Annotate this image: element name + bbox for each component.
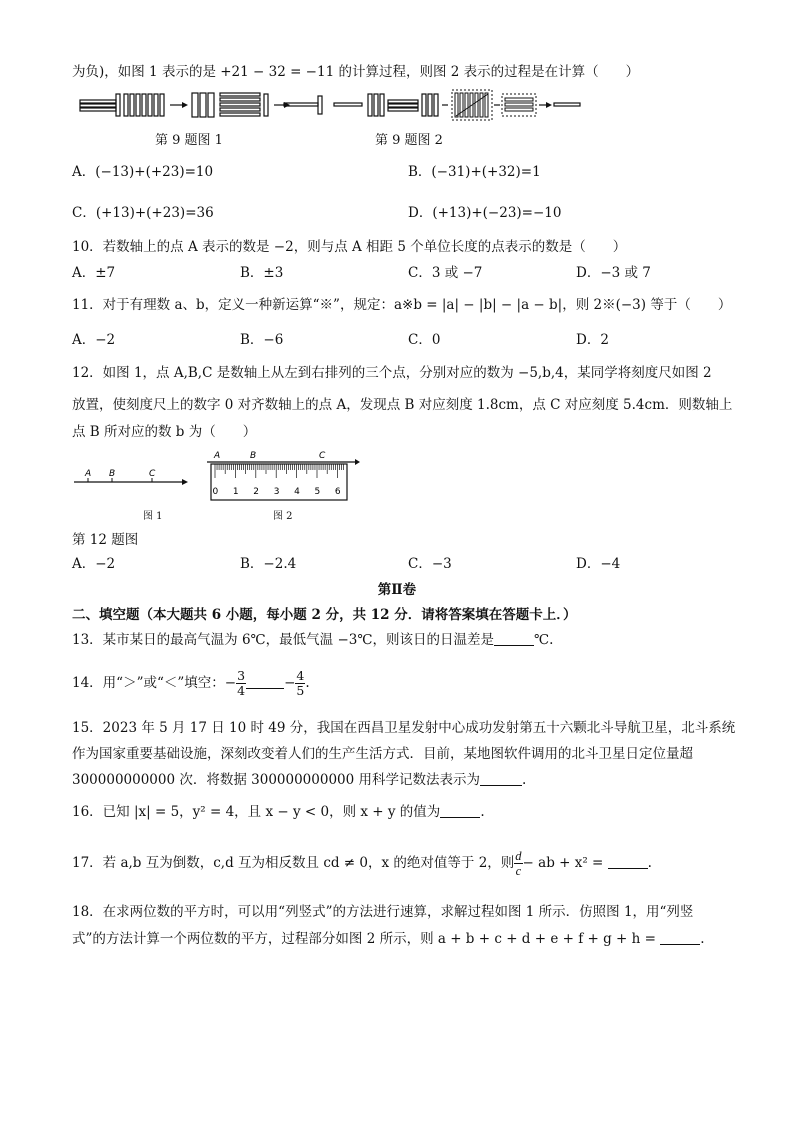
q11-option-d[interactable]: D．2 bbox=[576, 332, 609, 348]
q14-mid: − bbox=[284, 675, 296, 691]
q9-figure-1 bbox=[78, 88, 308, 122]
ruler-number: 6 bbox=[334, 487, 341, 497]
q10-text: 10．若数轴上的点 A 表示的数是 −2，则与点 A 相距 5 个单位长度的点表示的数是（ ） bbox=[72, 239, 627, 255]
q12-figure-2-ruler bbox=[205, 448, 360, 504]
q17-fraction bbox=[514, 849, 522, 878]
q14-frac2-den: 5 bbox=[296, 683, 305, 698]
ruler-number: 2 bbox=[253, 487, 260, 497]
ruler-number: 4 bbox=[294, 487, 300, 497]
q18-line2-wrap bbox=[72, 930, 705, 948]
q12-fig1-point-b: B bbox=[109, 469, 116, 479]
q14-frac1-num: 3 bbox=[237, 668, 246, 683]
q9-figure-2 bbox=[330, 88, 585, 122]
q12-line3: 点 B 所对应的数 b 为（ ） bbox=[72, 424, 257, 440]
q17-prefix: 17．若 a,b 互为倒数，c,d 互为相反数且 cd ≠ 0，x 的绝对值等于 2，则 bbox=[72, 855, 515, 871]
q13-answer-blank[interactable] bbox=[494, 631, 534, 646]
q12-fig1-point-a: A bbox=[85, 469, 92, 479]
q12-option-b[interactable]: B．−2.4 bbox=[240, 556, 297, 572]
q12-option-a[interactable]: A．−2 bbox=[72, 556, 116, 572]
q12-fig1-caption: 图 1 bbox=[143, 511, 163, 522]
q12-fig1-point-c: C bbox=[149, 469, 156, 479]
q12-option-c[interactable]: C．−3 bbox=[408, 556, 452, 572]
ruler-number: 0 bbox=[212, 487, 219, 497]
q14-tail: . bbox=[305, 675, 310, 691]
q15-line1: 15．2023 年 5 月 17 日 10 时 49 分，我国在西昌卫星发射中心成功发射第五十六颗北斗导航卫星，北斗系统 bbox=[72, 720, 736, 736]
q14-fraction-1 bbox=[236, 669, 246, 698]
q17-tail: . bbox=[647, 855, 652, 871]
q17-frac-den: c bbox=[515, 864, 522, 878]
ruler-number: 3 bbox=[273, 487, 280, 497]
q14-line bbox=[72, 666, 310, 700]
q9-option-b[interactable]: B．(−31)+(+32)=1 bbox=[408, 164, 541, 180]
q11-option-b[interactable]: B．−6 bbox=[240, 332, 284, 348]
q15-line3: 300000000000 次．将数据 300000000000 用科学记数法表示为 bbox=[72, 772, 481, 788]
section2-heading: 二、填空题（本大题共 6 小题，每小题 2 分，共 12 分．请将答案填在答题卡上．） bbox=[72, 607, 577, 623]
ruler-number: 5 bbox=[314, 487, 321, 497]
q11-option-a[interactable]: A．−2 bbox=[72, 332, 116, 348]
section2-title: 第Ⅱ卷 bbox=[377, 582, 417, 598]
q18-line2: 式”的方法计算一个两位数的平方，过程部分如图 2 所示，则 a + b + c + d + e + f + g + h = bbox=[72, 931, 656, 947]
q10-option-c[interactable]: C．3 或 −7 bbox=[408, 265, 483, 281]
q14-answer-blank[interactable] bbox=[246, 674, 284, 689]
q9-fig2-caption: 第 9 题图 2 bbox=[375, 133, 443, 148]
q17-line bbox=[72, 846, 652, 880]
q12-fig2-point-b: B bbox=[250, 451, 257, 461]
q13-text: 13．某市某日的最高气温为 6℃，最低气温 −3℃，则该日的日温差是 bbox=[72, 632, 494, 648]
q10-option-b[interactable]: B．±3 bbox=[240, 265, 284, 281]
q14-frac2-num: 4 bbox=[296, 668, 305, 683]
q9-figure-1b bbox=[280, 88, 330, 122]
q9-line1: 为负)，如图 1 表示的是 +21 − 32 = −11 的计算过程，则图 2 表示的过程是在计算（ ） bbox=[72, 64, 640, 80]
q17-answer-blank[interactable] bbox=[608, 854, 648, 869]
q12-line1: 12．如图 1，点 A,B,C 是数轴上从左到右排列的三个点，分别对应的数为 −5,b,4，某同学将刻度尺如图 2 bbox=[72, 365, 712, 381]
q16-text: 16．已知 |x| = 5，y² = 4，且 x − y < 0，则 x + y 的值为 bbox=[72, 804, 441, 820]
q13-tail: ℃. bbox=[533, 632, 554, 648]
q18-answer-blank[interactable] bbox=[660, 930, 700, 945]
q11-text: 11．对于有理数 a、b，定义一种新运算“※”，规定：a※b = |a| − |b| − |a − b|，则 2※(−3) 等于（ ） bbox=[72, 297, 732, 313]
q15-answer-blank[interactable] bbox=[480, 771, 522, 786]
q14-prefix: 14．用“＞”或“＜”填空：− bbox=[72, 675, 237, 691]
q18-tail: . bbox=[700, 931, 705, 947]
q12-fig2-caption: 图 2 bbox=[273, 511, 293, 522]
q11-option-c[interactable]: C．0 bbox=[408, 332, 441, 348]
q10-option-a[interactable]: A．±7 bbox=[72, 265, 116, 281]
q16-answer-blank[interactable] bbox=[440, 803, 480, 818]
q13-line bbox=[72, 631, 553, 649]
q12-fig2-point-a: A bbox=[214, 451, 221, 461]
q9-option-c[interactable]: C．(+13)+(+23)=36 bbox=[72, 205, 214, 221]
q16-line bbox=[72, 803, 485, 821]
q15-line2: 作为国家重要基础设施，深刻改变着人们的生产生活方式．目前，某地图软件调用的北斗卫星日定位量超 bbox=[72, 746, 693, 762]
q12-line2: 放置，使刻度尺上的数字 0 对齐数轴上的点 A，发现点 B 对应刻度 1.8cm，点 C 对应刻度 5.4cm．则数轴上 bbox=[72, 397, 733, 413]
q17-frac-num: d bbox=[515, 849, 522, 863]
q15-tail: . bbox=[522, 772, 527, 788]
q9-option-d[interactable]: D．(+13)+(−23)=−10 bbox=[408, 205, 562, 221]
q12-fig2-point-c: C bbox=[319, 451, 326, 461]
ruler-number: 1 bbox=[232, 487, 239, 497]
q14-fraction-2 bbox=[295, 669, 305, 698]
q9-fig1-caption: 第 9 题图 1 bbox=[155, 133, 223, 148]
q12-group-caption: 第 12 题图 bbox=[72, 532, 139, 548]
q18-line1: 18．在求两位数的平方时，可以用“列竖式”的方法进行速算，求解过程如图 1 所示．仿照图 1，用“列竖 bbox=[72, 904, 694, 920]
q17-after: − ab + x² = bbox=[522, 855, 604, 871]
q9-option-a[interactable]: A．(−13)+(+23)=10 bbox=[72, 164, 214, 180]
q12-option-d[interactable]: D．−4 bbox=[576, 556, 621, 572]
q16-tail: . bbox=[480, 804, 485, 820]
q15-line3-wrap bbox=[72, 771, 526, 789]
q12-figure-1-number-line bbox=[72, 466, 192, 496]
q10-option-d[interactable]: D．−3 或 7 bbox=[576, 265, 651, 281]
q14-frac1-den: 4 bbox=[237, 683, 246, 698]
